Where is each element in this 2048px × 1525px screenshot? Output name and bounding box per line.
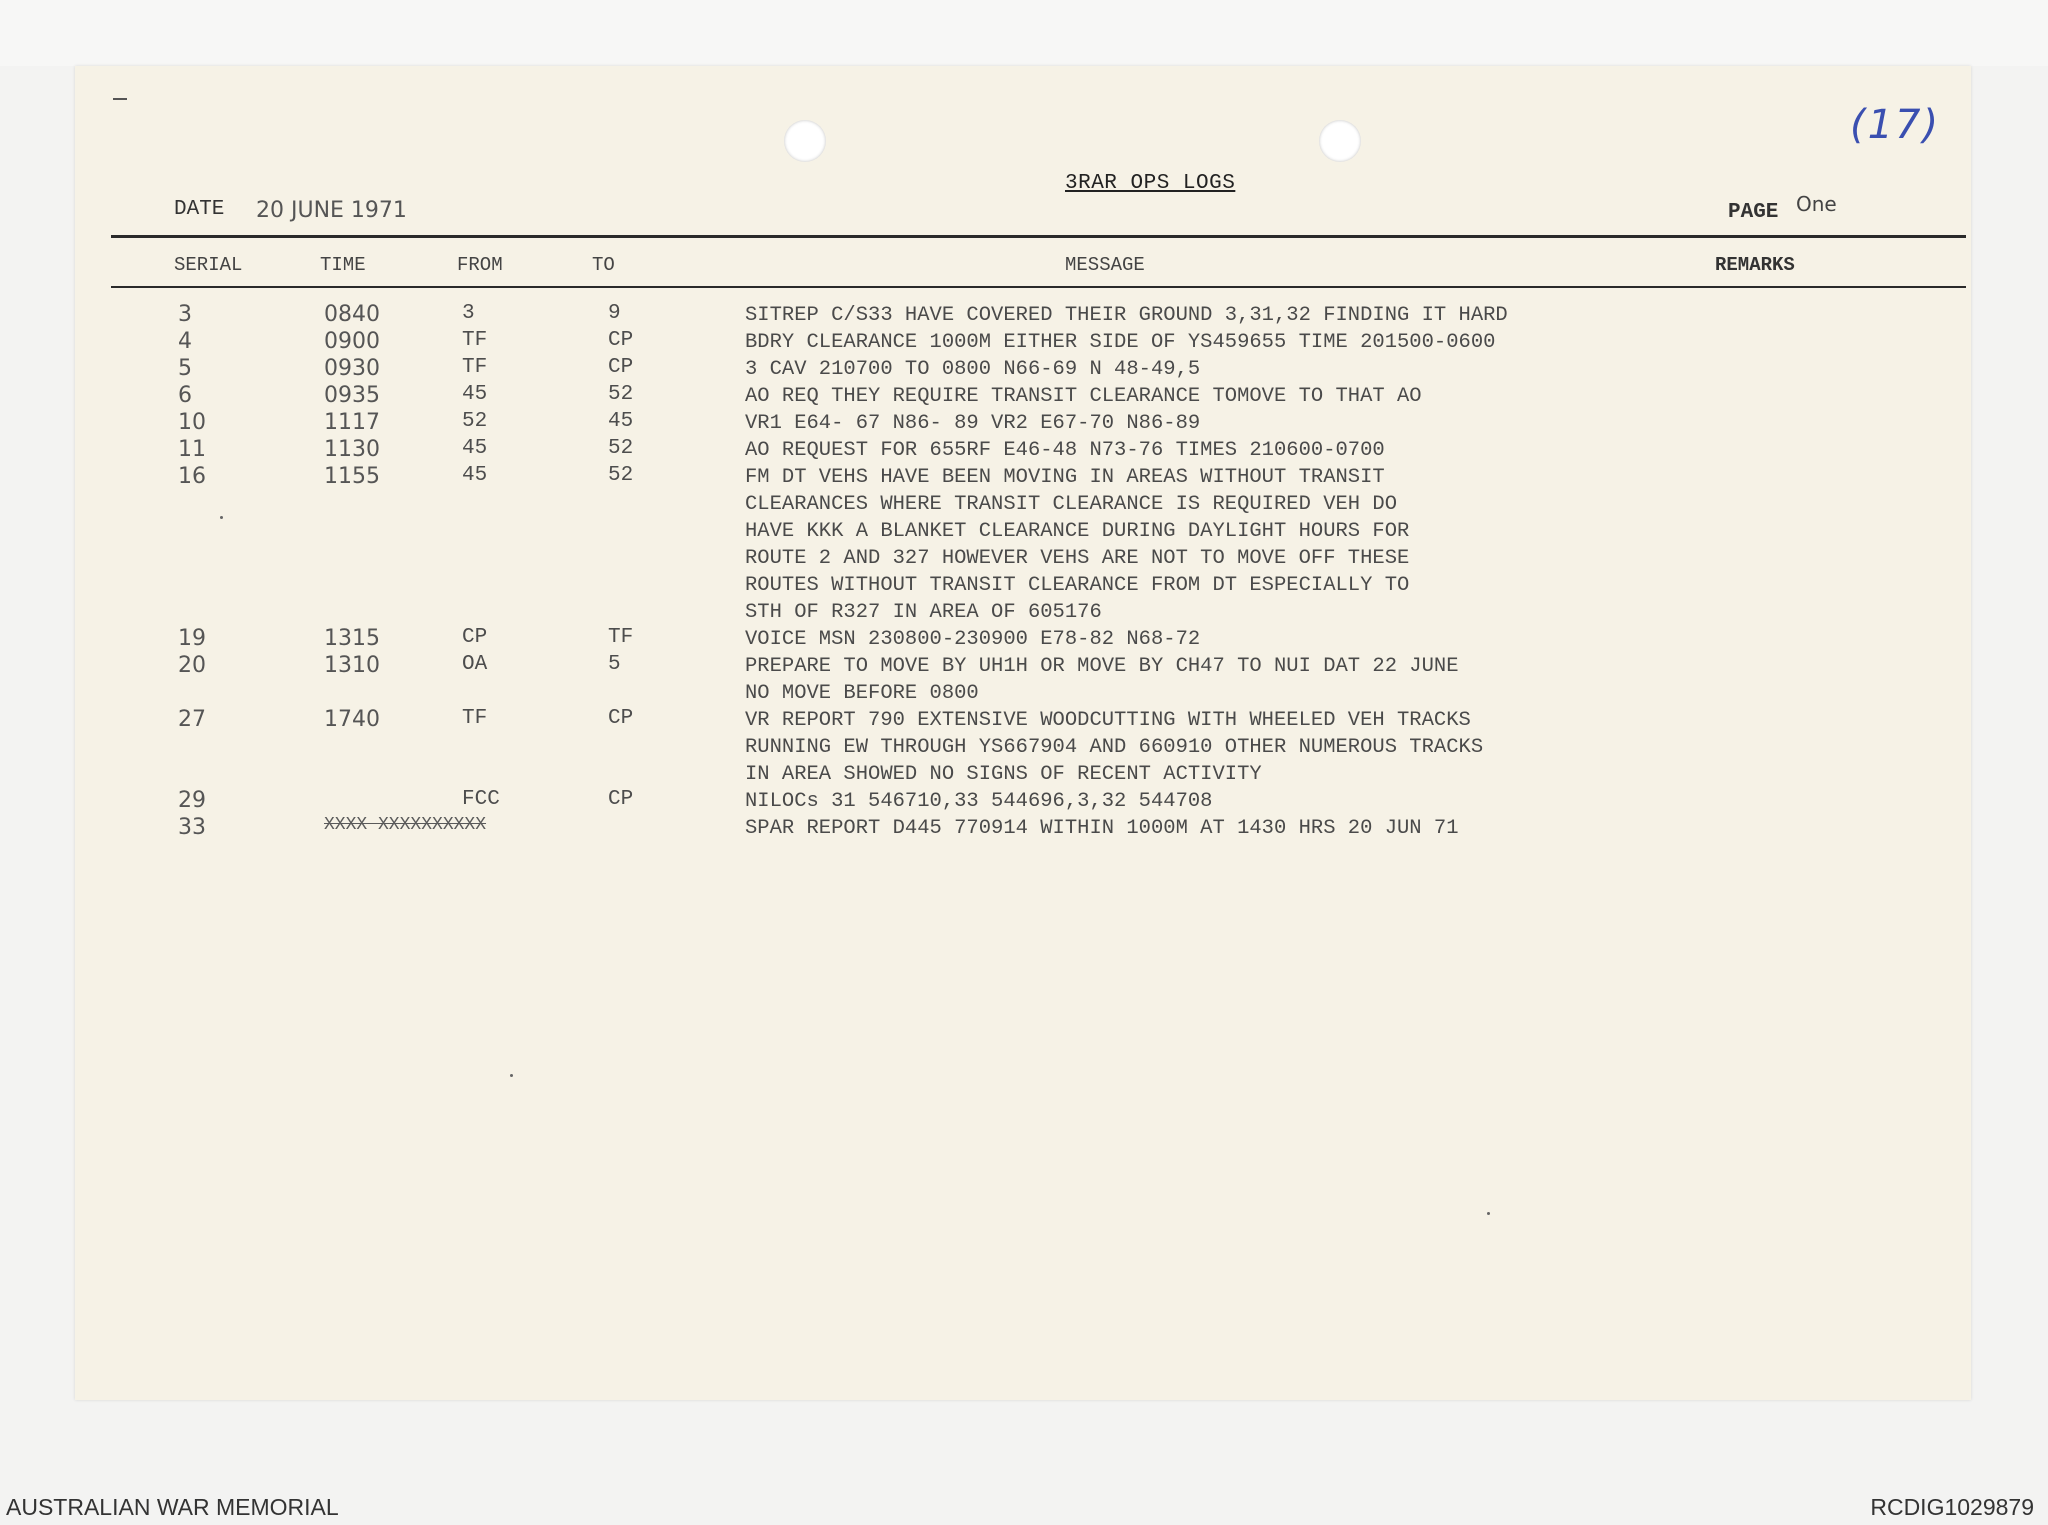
handwritten-page-number: (17) xyxy=(1850,102,1941,148)
entry-serial: 6 xyxy=(178,383,192,408)
paper-speck xyxy=(510,1074,513,1077)
punch-hole-left xyxy=(784,120,826,162)
entry-message xyxy=(745,707,1483,788)
message-line: SITREP C/S33 HAVE COVERED THEIR GROUND 3,31,32 FINDING IT HARD xyxy=(745,304,1508,327)
message-line: STH OF R327 IN AREA OF 605176 xyxy=(745,601,1102,624)
entry-from: TF xyxy=(462,356,488,379)
entry-serial: 19 xyxy=(178,626,206,651)
message-line: FM DT VEHS HAVE BEEN MOVING IN AREAS WITHOUT TRANSIT xyxy=(745,466,1385,489)
column-header-to: TO xyxy=(592,254,615,276)
entry-time: 0930 xyxy=(324,356,380,381)
entry-time: 1155 xyxy=(324,464,380,489)
date-label: DATE xyxy=(174,198,225,221)
log-sheet xyxy=(75,66,1971,1400)
document-title: 3RAR OPS LOGS xyxy=(1065,172,1236,195)
entry-to: 45 xyxy=(608,410,634,433)
header-rule-bottom xyxy=(111,286,1966,288)
entry-message xyxy=(745,356,1200,383)
entry-message xyxy=(745,329,1495,356)
entry-from: 52 xyxy=(462,410,488,433)
message-line: PREPARE TO MOVE BY UH1H OR MOVE BY CH47 TO NUI DAT 22 JUNE xyxy=(745,655,1459,678)
entry-from: FCC xyxy=(462,788,500,811)
entry-serial: 33 xyxy=(178,815,206,840)
entry-time: 0900 xyxy=(324,329,380,354)
date-value: 20 JUNE 1971 xyxy=(256,198,407,223)
entry-time: 1130 xyxy=(324,437,380,462)
entry-serial: 3 xyxy=(178,302,192,327)
message-line: IN AREA SHOWED NO SIGNS OF RECENT ACTIVITY xyxy=(745,763,1262,786)
message-line: NO MOVE BEFORE 0800 xyxy=(745,682,979,705)
message-line: VOICE MSN 230800-230900 E78-82 N68-72 xyxy=(745,628,1201,651)
entry-time: 1315 xyxy=(324,626,380,651)
message-line: AO REQUEST FOR 655RF E46-48 N73-76 TIMES 210600-0700 xyxy=(745,439,1385,462)
entry-from: OA xyxy=(462,653,488,676)
entry-from: 45 xyxy=(462,383,488,406)
entry-to: TF xyxy=(608,626,634,649)
entry-to: CP xyxy=(608,356,634,379)
footer-record-id: RCDIG1029879 xyxy=(1870,1494,2034,1520)
message-line: SPAR REPORT D445 770914 WITHIN 1000M AT 1430 HRS 20 JUN 71 xyxy=(745,817,1459,840)
entry-from: 45 xyxy=(462,437,488,460)
entry-message xyxy=(745,464,1409,626)
entry-from: 45 xyxy=(462,464,488,487)
entry-from: TF xyxy=(462,329,488,352)
entry-message xyxy=(745,815,1459,842)
entry-from: 3 xyxy=(462,302,475,325)
entry-message xyxy=(745,410,1200,437)
entry-from: CP xyxy=(462,626,488,649)
page-value: One xyxy=(1796,192,1837,216)
column-header-message: MESSAGE xyxy=(1065,254,1145,276)
entry-to: 5 xyxy=(608,653,621,676)
paper-speck xyxy=(220,516,223,519)
entry-serial: 29 xyxy=(178,788,206,813)
entry-serial: 4 xyxy=(178,329,192,354)
message-line: RUNNING EW THROUGH YS667904 AND 660910 OTHER NUMEROUS TRACKS xyxy=(745,736,1484,759)
entry-message xyxy=(745,626,1200,653)
entry-message xyxy=(745,437,1385,464)
entry-serial: 10 xyxy=(178,410,206,435)
entry-to: 9 xyxy=(608,302,621,325)
message-line: ROUTES WITHOUT TRANSIT CLEARANCE FROM DT ESPECIALLY TO xyxy=(745,574,1410,597)
entry-serial: 11 xyxy=(178,437,206,462)
entry-message xyxy=(745,302,1508,329)
message-line: NILOCs 31 546710,33 544696,3,32 544708 xyxy=(745,790,1213,813)
scan-top-strip xyxy=(0,0,2048,66)
entry-serial: 20 xyxy=(178,653,206,678)
footer-institution: AUSTRALIAN WAR MEMORIAL xyxy=(6,1494,339,1520)
entry-message xyxy=(745,653,1459,707)
entry-time: 1310 xyxy=(324,653,380,678)
punch-hole-right xyxy=(1319,120,1361,162)
message-line: VR1 E64- 67 N86- 89 VR2 E67-70 N86-89 xyxy=(745,412,1201,435)
entry-time-struck-out: XXXX XXXXXXXXXX xyxy=(324,815,487,835)
entry-to: 52 xyxy=(608,383,634,406)
entry-message xyxy=(745,788,1212,815)
column-header-remarks: REMARKS xyxy=(1715,254,1795,276)
entry-to: CP xyxy=(608,707,634,730)
page-label: PAGE xyxy=(1728,201,1779,224)
message-line: HAVE KKK A BLANKET CLEARANCE DURING DAYLIGHT HOURS FOR xyxy=(745,520,1410,543)
entry-time: 0935 xyxy=(324,383,380,408)
column-header-time: TIME xyxy=(320,254,366,276)
entry-to: CP xyxy=(608,329,634,352)
paper-speck xyxy=(1487,1212,1490,1215)
message-line: AO REQ THEY REQUIRE TRANSIT CLEARANCE TOMOVE TO THAT AO xyxy=(745,385,1422,408)
margin-mark xyxy=(113,98,127,100)
entry-to: CP xyxy=(608,788,634,811)
entry-to: 52 xyxy=(608,437,634,460)
entry-time: 0840 xyxy=(324,302,380,327)
entry-from: TF xyxy=(462,707,488,730)
entry-serial: 27 xyxy=(178,707,206,732)
message-line: BDRY CLEARANCE 1000M EITHER SIDE OF YS459655 TIME 201500-0600 xyxy=(745,331,1496,354)
column-header-serial: SERIAL xyxy=(174,254,243,276)
entry-message xyxy=(745,383,1422,410)
message-line: VR REPORT 790 EXTENSIVE WOODCUTTING WITH WHEELED VEH TRACKS xyxy=(745,709,1471,732)
entry-serial: 5 xyxy=(178,356,192,381)
message-line: 3 CAV 210700 TO 0800 N66-69 N 48-49,5 xyxy=(745,358,1201,381)
column-header-from: FROM xyxy=(457,254,503,276)
entry-time: 1740 xyxy=(324,707,380,732)
message-line: CLEARANCES WHERE TRANSIT CLEARANCE IS REQUIRED VEH DO xyxy=(745,493,1398,516)
header-rule-top xyxy=(111,235,1966,238)
message-line: ROUTE 2 AND 327 HOWEVER VEHS ARE NOT TO MOVE OFF THESE xyxy=(745,547,1410,570)
entry-serial: 16 xyxy=(178,464,206,489)
entry-to: 52 xyxy=(608,464,634,487)
entry-time: 1117 xyxy=(324,410,380,435)
